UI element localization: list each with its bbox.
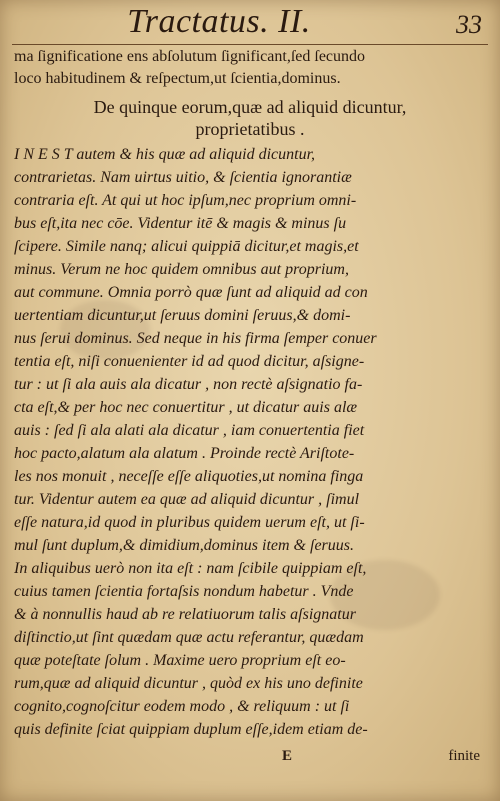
page-header	[10, 2, 428, 42]
section-heading: De quinque eorum,quæ ad aliquid dicuntur,	[93, 97, 407, 117]
paragraph-line: quis definite ſciat quippiam duplum eſſe,idem etiam de-	[14, 721, 368, 738]
paragraph-line: eſſe natura,id quod in pluribus quidem uerum eſt, ut ſi-	[14, 514, 365, 531]
paragraph-line: tur : ut ſi ala auis ala dicatur , non rectè aſsignatio fa-	[14, 376, 363, 393]
paragraph-line: aut commune. Omnia porrò quæ ſunt ad aliquid ad con	[14, 284, 368, 301]
paragraph-line: bus eſt,ita nec cōe. Videntur itē & magis & minus ſu	[14, 215, 347, 232]
paragraph-line: I N E S T autem & his quæ ad aliquid dicuntur,	[14, 146, 316, 163]
paragraph-line: minus. Verum ne hoc quidem omnibus aut proprium,	[14, 261, 349, 278]
paragraph-line: cuius tamen ſcientia fortaſsis nondum habetur . Vnde	[14, 583, 354, 600]
paragraph-line: In aliquibus uerò non ita eſt : nam ſcibile quippiam eſt,	[14, 560, 367, 577]
paragraph-line: auis : ſed ſi ala alati ala dicatur , iam conuertentia fiet	[14, 422, 365, 439]
paragraph-line: rum,quæ ad aliquid dicuntur , quòd ex his uno definite	[14, 675, 363, 692]
paragraph-line: & à nonnullis haud ab re relatiuorum talis aſsignatur	[14, 606, 356, 623]
paragraph-line: ſcipere. Simile nanq; alicui quippiā dicitur,et magis,et	[14, 238, 359, 255]
paper-stain	[330, 560, 440, 630]
paragraph-line: les nos monuit , neceſſe eſſe aliquoties,ut nomina finga	[14, 468, 364, 485]
continuation-line: loco habitudinem & reſpectum,ut ſcientia,dominus.	[14, 70, 341, 87]
header-rule	[12, 44, 488, 45]
continuation-line: ma ſignificatione ens abſolutum ſignificant,ſed ſecundo	[14, 48, 366, 65]
paragraph-line: nus ſerui dominus. Sed neque in his firma ſemper conuer	[14, 330, 377, 347]
section-heading: proprietatibus .	[195, 119, 305, 139]
catchword: finite	[448, 748, 480, 764]
paragraph-line: contrarietas. Nam uirtus uitio, & ſcientia ignorantiæ	[14, 169, 352, 186]
paragraph-line: tur. Videntur autem ea quæ ad aliquid dicuntur , ſimul	[14, 491, 360, 508]
paragraph-line: tentia eſt, niſi conuenienter id ad quod dicitur, aſsigne-	[14, 353, 365, 370]
paragraph-line: hoc pacto,alatum ala alatum . Proinde rectè Ariſtote-	[14, 445, 355, 462]
signature-mark: E	[282, 748, 293, 764]
paragraph-line: uertentiam dicuntur,ut ſeruus domini ſeruus,& domi-	[14, 307, 351, 324]
paragraph-line: contraria eſt. At qui ut hoc ipſum,nec proprium omni-	[14, 192, 357, 209]
running-title: Tractatus. II.	[127, 3, 311, 40]
paragraph-line: mul ſunt duplum,& dimidium,dominus item & ſeruus.	[14, 537, 354, 554]
paragraph-line: cta eſt,& per hoc nec conuertitur , ut dicatur auis alæ	[14, 399, 358, 416]
paper-stain	[60, 300, 150, 360]
paragraph-line: quæ poteſtate ſolum . Maxime uero proprium eſt eo-	[14, 652, 346, 669]
page-number: 33	[456, 10, 482, 39]
paragraph-line: diſtinctio,ut ſint quædam quæ actu referantur, quædam	[14, 629, 364, 646]
paragraph-line: cognito,cognoſcitur eodem modo , & reliquum : ut ſi	[14, 698, 350, 715]
